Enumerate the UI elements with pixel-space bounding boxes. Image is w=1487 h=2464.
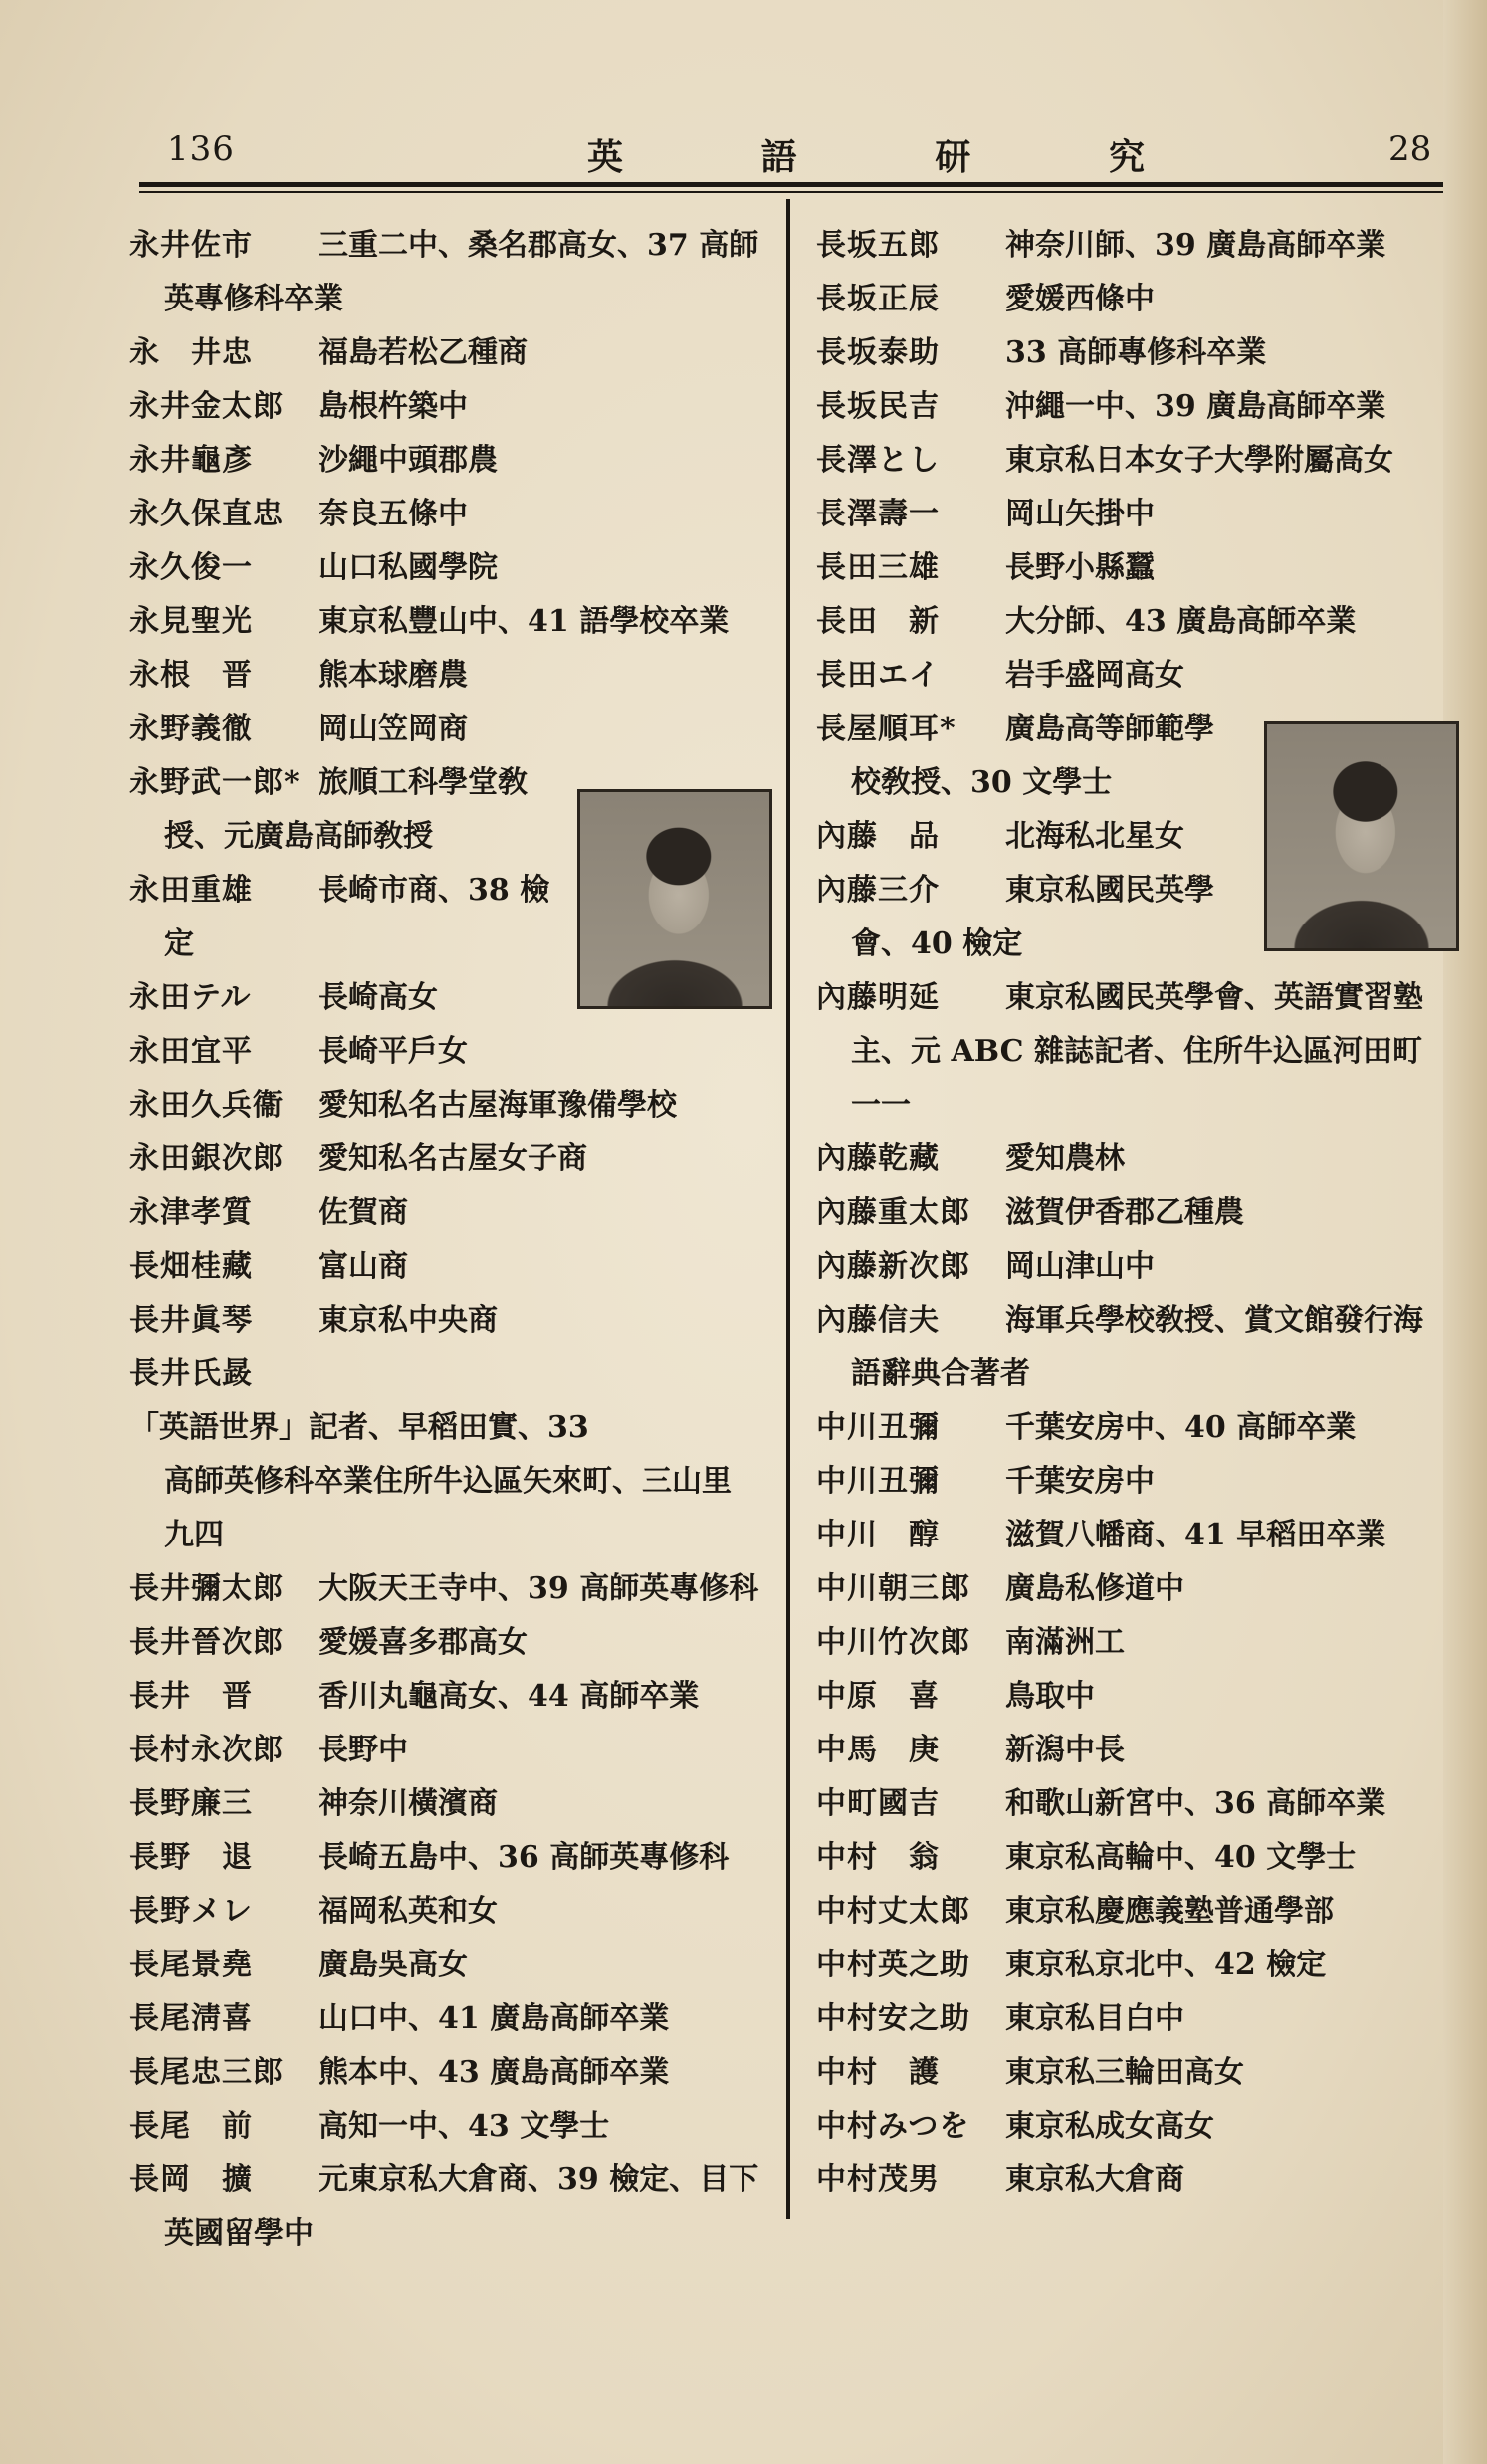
entry-name: 永久保直忠 (129, 497, 284, 531)
entry-name: 永津孝質 (129, 1195, 253, 1230)
entry-name: 長井彌太郎 (129, 1571, 284, 1606)
entry-name: 內藤三介 (816, 873, 940, 908)
entry-description: 長崎五島中、36 高師英專修科 (319, 1840, 730, 1875)
entry-description: 南滿洲工 (1005, 1625, 1125, 1660)
entry-description: 熊本中、43 廣島高師卒業 (319, 2055, 670, 2090)
entry-description: 東京私京北中、42 檢定 (1005, 1948, 1327, 1982)
directory-entry (129, 1885, 776, 1939)
directory-entry (816, 541, 1453, 595)
entry-description: 東京私三輪田高女 (1005, 2055, 1244, 2090)
entry-name: 永田銀次郎 (129, 1141, 284, 1176)
directory-entry (129, 1562, 776, 1616)
directory-entry (129, 1025, 776, 1079)
directory-entry (816, 810, 1453, 864)
entry-description: 大分師、43 廣島高師卒業 (1005, 604, 1357, 639)
entry-name: 永見聖光 (129, 604, 253, 639)
entry-name: 永田宜平 (129, 1034, 253, 1069)
directory-entry (129, 756, 776, 864)
entry-description: 長崎平戶女 (319, 1034, 468, 1069)
entry-name: 中村 翁 (816, 1840, 940, 1875)
entry-description: 山口中、41 廣島高師卒業 (319, 2001, 670, 2036)
directory-entry (129, 1831, 776, 1885)
entry-description: 奈良五條中 (319, 497, 468, 531)
journal-title (587, 129, 1145, 180)
directory-entry (129, 971, 776, 1025)
entry-continuation: 九四 (164, 1518, 224, 1552)
entry-description: 香川丸龜高女、44 高師卒業 (319, 1679, 700, 1714)
entry-description: 千葉安房中 (1005, 1464, 1155, 1499)
entry-description: 廣島私修道中 (1005, 1571, 1184, 1606)
entry-name: 長田 新 (816, 604, 940, 639)
directory-entry (129, 1670, 776, 1724)
entry-name: 長村永次郎 (129, 1733, 284, 1767)
entry-name: 長坂正辰 (816, 282, 940, 316)
directory-entry (816, 2046, 1453, 2100)
directory-entry (129, 326, 776, 380)
entry-name: 永井龜彥 (129, 443, 253, 478)
entry-description: 大阪天王寺中、39 高師英專修科 (319, 1571, 759, 1606)
title-char: 語 (760, 136, 797, 178)
page-number-right: 28 (1388, 129, 1432, 169)
entry-description: 神奈川橫濱商 (319, 1786, 498, 1821)
entry-description: 廣島吳高女 (319, 1948, 468, 1982)
directory-entry (129, 1347, 776, 1562)
header-rule (139, 182, 1443, 187)
entry-name: 長岡 擴 (129, 2162, 253, 2197)
entry-name: 長澤とし (816, 443, 940, 478)
entry-continuation: 英國留學中 (164, 2216, 314, 2251)
entry-name: 永田テル (129, 980, 252, 1015)
entry-description: 福岡私英和女 (319, 1894, 498, 1929)
directory-entry (816, 273, 1453, 326)
entry-name: 長野メレ (129, 1894, 253, 1929)
entry-name: 長坂民吉 (816, 389, 940, 424)
entry-description: 東京私目白中 (1005, 2001, 1184, 2036)
entry-description: 長崎市商、38 檢 (319, 873, 550, 908)
directory-entry (129, 1939, 776, 1992)
entry-description: 海軍兵學校敎授、賞文館發行海 (1005, 1303, 1423, 1337)
directory-entry (129, 595, 776, 649)
entry-description: 東京私成女高女 (1005, 2109, 1214, 2144)
entry-name: 長田エイ (816, 658, 940, 693)
entry-description: 長野中 (319, 1733, 408, 1767)
directory-entry (816, 2100, 1453, 2154)
entry-continuation: 定 (164, 926, 194, 961)
entry-name: 永田重雄 (129, 873, 253, 908)
entry-description: 愛知農林 (1005, 1141, 1125, 1176)
entry-continuation: 會、40 檢定 (851, 926, 1023, 961)
title-char: 究 (1108, 136, 1145, 178)
column-divider (786, 199, 790, 2219)
entry-description: 沙繩中頭郡農 (319, 443, 498, 478)
entry-name: 內藤 品 (816, 819, 940, 854)
entry-description: 神奈川師、39 廣島高師卒業 (1005, 228, 1386, 263)
directory-entry (816, 864, 1453, 971)
directory-entry (129, 649, 776, 703)
directory-entry (129, 1724, 776, 1777)
title-char: 研 (935, 136, 971, 178)
directory-entry (129, 1616, 776, 1670)
entry-description: 山口私國學院 (319, 550, 498, 585)
entry-description: 三重二中、桑名郡高女、37 高師 (319, 228, 759, 263)
entry-name: 中原 喜 (816, 1679, 940, 1714)
entry-description: 岡山矢掛中 (1005, 497, 1155, 531)
directory-entry (816, 1401, 1453, 1455)
entry-description: 鳥取中 (1005, 1679, 1095, 1714)
entry-description: 長崎高女 (319, 980, 438, 1015)
directory-entry (816, 1992, 1453, 2046)
entry-name: 永井佐市 (129, 228, 253, 263)
entry-description: 佐賀商 (319, 1195, 408, 1230)
directory-entry (816, 703, 1453, 810)
entry-description: 廣島高等師範學 (1005, 712, 1214, 746)
entry-description: 滋賀八幡商、41 早稻田卒業 (1005, 1518, 1386, 1552)
entry-description: 東京私日本女子大學附屬高女 (1005, 443, 1393, 478)
entry-name: 中馬 庚 (816, 1733, 940, 1767)
entry-continuation: 校敎授、30 文學士 (851, 765, 1113, 800)
entry-description: 岩手盛岡高女 (1005, 658, 1184, 693)
entry-description: 岡山笠岡商 (319, 712, 468, 746)
directory-entry (129, 864, 776, 971)
entry-description: 熊本球磨農 (319, 658, 468, 693)
entry-description: 福島若松乙種商 (319, 335, 528, 370)
entry-name: 永井金太郎 (129, 389, 284, 424)
entry-name: 中川 醇 (816, 1518, 940, 1552)
entry-name: 中村 護 (816, 2055, 940, 2090)
directory-entry (129, 1132, 776, 1186)
entry-description: 岡山津山中 (1005, 1249, 1155, 1284)
entry-name: 永久俊一 (129, 550, 253, 585)
entry-continuation: 語辭典合著者 (851, 1356, 1030, 1391)
directory-entry (129, 1777, 776, 1831)
entry-name: 長澤壽一 (816, 497, 940, 531)
directory-entry (129, 1079, 776, 1132)
directory-entry (816, 326, 1453, 380)
directory-entry (816, 380, 1453, 434)
directory-entry (816, 1670, 1453, 1724)
directory-entry (129, 219, 776, 326)
entry-description: 愛知私名古屋海軍豫備學校 (319, 1088, 677, 1123)
directory-entry (129, 2154, 776, 2261)
directory-entry (816, 1885, 1453, 1939)
entry-name: 永根 晋 (129, 658, 253, 693)
entry-continuation: 一一 (851, 1088, 911, 1123)
entry-name: 內藤信夫 (816, 1303, 940, 1337)
entry-name: 中川丑彌 (816, 1410, 940, 1445)
entry-name: 中川丑彌 (816, 1464, 940, 1499)
entry-name: 長井晉次郎 (129, 1625, 284, 1660)
entry-description: 33 高師專修科卒業 (1005, 335, 1267, 370)
entry-description: 長野小縣蠶 (1005, 550, 1155, 585)
entry-name: 長坂五郎 (816, 228, 940, 263)
entry-name: 長井眞琴 (129, 1303, 253, 1337)
directory-entry (816, 971, 1453, 1132)
entry-description: 東京私豐山中、41 語學校卒業 (319, 604, 730, 639)
entry-name: 長井氏晸 (129, 1356, 253, 1391)
directory-entry (816, 1939, 1453, 1992)
directory-entry (816, 434, 1453, 488)
entry-name: 永 井忠 (129, 335, 253, 370)
entry-name: 長尾 前 (129, 2109, 253, 2144)
entry-description: 東京私中央商 (319, 1303, 498, 1337)
directory-entry (129, 380, 776, 434)
directory-entry (816, 1240, 1453, 1294)
entry-name: 長野廉三 (129, 1786, 253, 1821)
directory-entry (816, 1777, 1453, 1831)
entry-name: 長尾忠三郎 (129, 2055, 284, 2090)
entry-description: 島根杵築中 (319, 389, 468, 424)
entry-continuation: 高師英修科卒業住所牛込區矢來町、三山里 (164, 1464, 732, 1499)
entry-name: 中川朝三郎 (816, 1571, 970, 1606)
directory-entry (816, 595, 1453, 649)
directory-entry (129, 1294, 776, 1347)
entry-description: 東京私大倉商 (1005, 2162, 1184, 2197)
right-column (816, 219, 1453, 2207)
page-number-left: 136 (167, 129, 235, 169)
entry-description: 和歌山新宮中、36 高師卒業 (1005, 1786, 1386, 1821)
directory-entry (816, 1455, 1453, 1509)
entry-description: 東京私國民英學會、英語實習塾 (1005, 980, 1423, 1015)
entry-description: 愛媛喜多郡高女 (319, 1625, 528, 1660)
directory-entry (129, 488, 776, 541)
entry-description: 富山商 (319, 1249, 408, 1284)
entry-description: 千葉安房中、40 高師卒業 (1005, 1410, 1357, 1445)
directory-entry (129, 2100, 776, 2154)
entry-name: 長坂泰助 (816, 335, 940, 370)
directory-entry (816, 1294, 1453, 1401)
directory-entry (816, 1132, 1453, 1186)
entry-description: 沖繩一中、39 廣島高師卒業 (1005, 389, 1386, 424)
entry-name: 內藤新次郎 (816, 1249, 970, 1284)
directory-entry (816, 1616, 1453, 1670)
directory-entry (129, 541, 776, 595)
entry-name: 中村みつを (816, 2109, 970, 2144)
entry-name: 中村英之助 (816, 1948, 970, 1982)
entry-description: 東京私慶應義塾普通學部 (1005, 1894, 1334, 1929)
entry-name: 永田久兵衞 (129, 1088, 284, 1123)
entry-description: 東京私國民英學 (1005, 873, 1214, 908)
header-rule-thin (139, 191, 1443, 193)
entry-name: 永野義徹 (129, 712, 253, 746)
directory-entry (816, 1186, 1453, 1240)
entry-description: 愛媛西條中 (1005, 282, 1155, 316)
entry-name: 中村丈太郎 (816, 1894, 970, 1929)
entry-continuation: 英專修科卒業 (164, 282, 343, 316)
entry-name: 中村茂男 (816, 2162, 940, 2197)
entry-description: 高知一中、43 文學士 (319, 2109, 610, 2144)
entry-description: 愛知私名古屋女子商 (319, 1141, 587, 1176)
entry-name: 中川竹次郎 (816, 1625, 970, 1660)
directory-entry (129, 1240, 776, 1294)
directory-entry (129, 2046, 776, 2100)
directory-entry (129, 703, 776, 756)
directory-entry (129, 1186, 776, 1240)
entry-name: 永野武一郎* (129, 765, 301, 800)
directory-entry (816, 488, 1453, 541)
entry-name: 長井 晋 (129, 1679, 253, 1714)
entry-name: 長野 退 (129, 1840, 253, 1875)
entry-description: 新潟中長 (1005, 1733, 1125, 1767)
running-header (149, 129, 1443, 179)
entry-name: 長屋順耳* (816, 712, 956, 746)
directory-entry (816, 1562, 1453, 1616)
entry-name: 內藤明延 (816, 980, 940, 1015)
entry-description: 元東京私大倉商、39 檢定、目下 (319, 2162, 759, 2197)
entry-name: 長尾淸喜 (129, 2001, 253, 2036)
entry-description: 「英語世界」記者、早稻田實、33 (129, 1410, 589, 1445)
entry-description: 旅順工科學堂敎 (319, 765, 528, 800)
entry-description: 滋賀伊香郡乙種農 (1005, 1195, 1244, 1230)
directory-entry (816, 2154, 1453, 2207)
directory-entry (816, 1831, 1453, 1885)
entry-name: 長田三雄 (816, 550, 940, 585)
directory-entry (129, 434, 776, 488)
directory-entry (129, 1992, 776, 2046)
entry-description: 東京私高輪中、40 文學士 (1005, 1840, 1357, 1875)
entry-name: 長畑桂藏 (129, 1249, 253, 1284)
entry-name: 長尾景堯 (129, 1948, 253, 1982)
entry-continuation: 授、元廣島高師敎授 (164, 819, 433, 854)
entry-name: 內藤乾藏 (816, 1141, 940, 1176)
title-char: 英 (587, 136, 624, 178)
directory-entry (816, 1724, 1453, 1777)
directory-entry (816, 219, 1453, 273)
entry-name: 中町國吉 (816, 1786, 940, 1821)
directory-entry (816, 1509, 1453, 1562)
entry-description: 北海私北星女 (1005, 819, 1184, 854)
directory-entry (816, 649, 1453, 703)
entry-name: 內藤重太郎 (816, 1195, 970, 1230)
entry-continuation: 主、元 ABC 雜誌記者、住所牛込區河田町 (851, 1034, 1422, 1069)
entry-name: 中村安之助 (816, 2001, 970, 2036)
left-column (129, 219, 776, 2261)
